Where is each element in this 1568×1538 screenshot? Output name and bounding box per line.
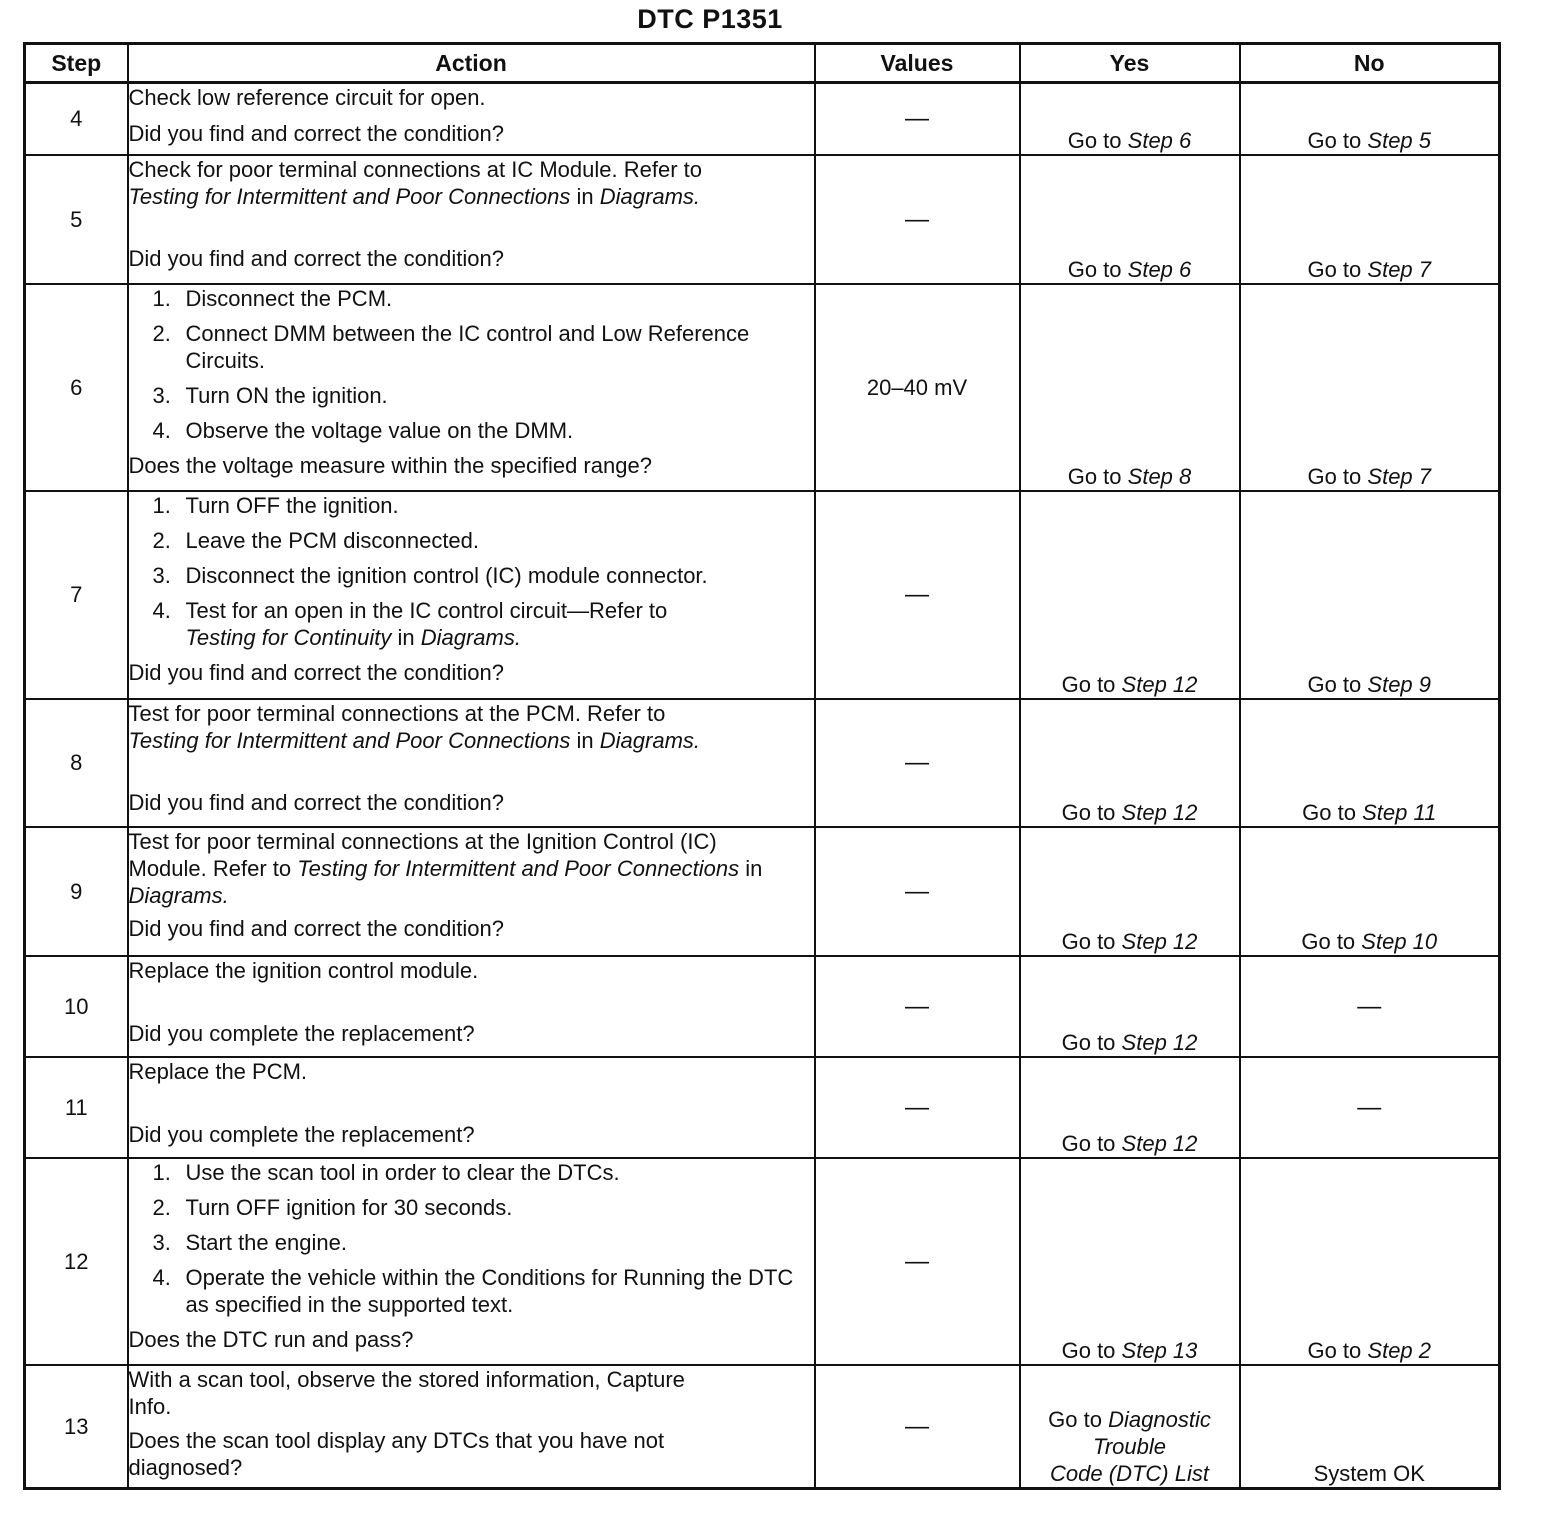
no-step-link: Step 7	[1367, 256, 1432, 282]
no-step-link: Step 9	[1367, 671, 1432, 697]
table-row	[25, 1057, 1500, 1158]
yes-step-link: Step 12	[1121, 928, 1198, 954]
step-number: 13	[25, 1365, 128, 1489]
action-question: Did you find and correct the condition?	[128, 121, 504, 146]
action-cell	[128, 83, 815, 155]
action-reference: Testing for Intermittent and Poor Connections in Diagrams.	[128, 727, 701, 753]
value-cell: —	[815, 956, 1020, 1057]
no-cell	[1240, 1365, 1500, 1489]
action-cell: Test for poor terminal connections at the Ignition Control (IC) Module. Refer to Testing for Intermittent and Poor Connections in Diagrams. Did you find and correct the condition?	[128, 827, 815, 956]
yes-cell	[1020, 1365, 1240, 1489]
step-number: 5	[25, 155, 128, 284]
action-question: Did you find and correct the condition?	[128, 245, 504, 271]
no-cell: Go to Step 10	[1240, 827, 1500, 956]
action-cell	[128, 1158, 815, 1365]
action-question: Did you complete the replacement?	[128, 1020, 475, 1046]
go-to-label: Go to	[1067, 127, 1122, 153]
list-item: 2. Connect DMM between the IC control and Low Reference Circuits.	[152, 320, 750, 373]
action-reference: Testing for Intermittent and Poor Connections in Diagrams.	[128, 183, 701, 209]
action-intro: Check for poor terminal connections at IC Module. Refer to	[128, 156, 702, 182]
action-reference: Testing for Intermittent and Poor Connections	[297, 855, 740, 881]
value-cell: —	[815, 1057, 1020, 1158]
action-cell	[128, 491, 815, 699]
no-cell: Go to Step 7	[1240, 284, 1500, 491]
list-item: 3. Start the engine.	[152, 1229, 347, 1255]
action-question: Did you find and correct the condition?	[128, 789, 504, 815]
value-cell	[815, 284, 1020, 491]
no-cell	[1240, 83, 1500, 155]
action-question: Did you find and correct the condition?	[128, 659, 504, 685]
header-step: Step	[25, 44, 128, 83]
no-step-link: Step 11	[1362, 799, 1437, 825]
no-cell: Go to Step 9	[1240, 491, 1500, 699]
yes-cell: Go to Step 8	[1020, 284, 1240, 491]
step-list	[129, 492, 814, 651]
action-cell	[128, 155, 815, 284]
list-item: 1. Turn OFF the ignition.	[152, 492, 399, 518]
yes-cell: Go to Step 12	[1020, 827, 1240, 956]
value-cell: —	[815, 1158, 1020, 1365]
step-number: 7	[25, 491, 128, 699]
no-step-link: Step 7	[1367, 463, 1432, 489]
action-intro: Test for poor terminal connections at the Ignition Control (IC) Module. Refer to	[128, 828, 717, 881]
step-list	[129, 285, 814, 444]
header-row	[25, 44, 1500, 83]
header-action: Action	[128, 44, 815, 83]
list-item: 3. Turn ON the ignition.	[152, 382, 388, 408]
step-number: 12	[25, 1158, 128, 1365]
no-step-link: Step 10	[1361, 928, 1438, 954]
value-range: 20–40 mV	[866, 374, 968, 400]
list-item: 4. Operate the vehicle within the Conditions for Running the DTC as specified in the supported text.	[152, 1264, 794, 1317]
table-row	[25, 1365, 1500, 1489]
header-values: Values	[815, 44, 1020, 83]
action-question: Did you find and correct the condition?	[128, 915, 504, 941]
action-cell	[128, 1365, 815, 1489]
action-intro: With a scan tool, observe the stored information, Capture Info.	[128, 1366, 685, 1419]
list-item: 4. Observe the voltage value on the DMM.	[152, 417, 574, 443]
yes-cell: Go to Step 6	[1020, 155, 1240, 284]
yes-step-link: Step 12	[1121, 1029, 1198, 1055]
yes-step-link: Step 6	[1127, 127, 1192, 153]
step-list	[129, 1159, 814, 1318]
step-number: 10	[25, 956, 128, 1057]
value-cell: —	[815, 827, 1020, 956]
list-item: 4. Test for an open in the IC control circuit—Refer to Testing for Continuity in Diagrams.	[152, 597, 668, 650]
list-item: 1. Disconnect the PCM.	[152, 285, 393, 311]
yes-step-link: Step 13	[1121, 1337, 1198, 1363]
header-no: No	[1240, 44, 1500, 83]
table-row	[25, 83, 1500, 155]
yes-cell: Go to Step 12	[1020, 956, 1240, 1057]
yes-step-link: Step 12	[1121, 671, 1198, 697]
yes-cell: Go to Step 12	[1020, 699, 1240, 827]
step-number: 9	[25, 827, 128, 956]
no-cell: Go to Step 7	[1240, 155, 1500, 284]
no-step-link: Step 5	[1367, 127, 1432, 153]
action-intro: Check low reference circuit for open.	[128, 85, 486, 110]
table-row	[25, 699, 1500, 827]
yes-cell: Go to Step 13	[1020, 1158, 1240, 1365]
value-cell: —	[815, 699, 1020, 827]
yes-step-link: Step 6	[1127, 256, 1192, 282]
table-row	[25, 827, 1500, 956]
table-row	[25, 284, 1500, 491]
list-item: 2. Leave the PCM disconnected.	[152, 527, 480, 553]
yes-step-link: Step 12	[1121, 799, 1198, 825]
table-row	[25, 956, 1500, 1057]
system-ok-text: System OK	[1313, 1461, 1425, 1486]
action-intro: Replace the ignition control module.	[128, 957, 479, 983]
table-row	[25, 155, 1500, 284]
header-yes: Yes	[1020, 44, 1240, 83]
action-intro: Replace the PCM.	[128, 1058, 308, 1084]
action-cell	[128, 699, 815, 827]
value-cell: —	[815, 83, 1020, 155]
table-row	[25, 491, 1500, 699]
action-intro: Test for poor terminal connections at the PCM. Refer to	[128, 700, 666, 726]
action-cell	[128, 956, 815, 1057]
table-row	[25, 1158, 1500, 1365]
yes-cell: Go to Step 12	[1020, 491, 1240, 699]
action-cell	[128, 1057, 815, 1158]
value-cell: —	[815, 155, 1020, 284]
action-question: Did you complete the replacement?	[128, 1121, 475, 1147]
yes-line-3: Code (DTC) List	[1050, 1461, 1209, 1486]
list-item: 1. Use the scan tool in order to clear the DTCs.	[152, 1159, 620, 1185]
yes-line-1: Go to Diagnostic	[1048, 1407, 1211, 1432]
no-cell: —	[1240, 956, 1500, 1057]
no-cell: —	[1240, 1057, 1500, 1158]
no-step-link: Step 2	[1367, 1337, 1432, 1363]
yes-step-link: Step 8	[1127, 463, 1192, 489]
yes-step-link: Step 12	[1121, 1130, 1198, 1156]
yes-cell	[1020, 83, 1240, 155]
action-question: Does the scan tool display any DTCs that you have not diagnosed?	[128, 1427, 665, 1480]
step-number: 11	[25, 1057, 128, 1158]
action-cell	[128, 284, 815, 491]
action-question: Does the DTC run and pass?	[128, 1326, 414, 1352]
yes-cell: Go to Step 12	[1020, 1057, 1240, 1158]
step-number: 8	[25, 699, 128, 827]
no-cell: Go to Step 11	[1240, 699, 1500, 827]
step-number: 6	[25, 284, 128, 491]
list-item: 3. Disconnect the ignition control (IC) module connector.	[152, 562, 708, 588]
value-cell: —	[815, 491, 1020, 699]
diagnostic-table	[23, 42, 1501, 1490]
no-cell: Go to Step 2	[1240, 1158, 1500, 1365]
go-to-label: Go to	[1307, 127, 1362, 153]
page-title: DTC P1351	[637, 4, 783, 34]
step-number: 4	[25, 83, 128, 155]
action-question: Does the voltage measure within the specified range?	[128, 452, 652, 478]
value-cell: —	[815, 1365, 1020, 1489]
list-item: 2. Turn OFF ignition for 30 seconds.	[152, 1194, 513, 1220]
yes-line-2: Trouble	[1093, 1434, 1166, 1459]
